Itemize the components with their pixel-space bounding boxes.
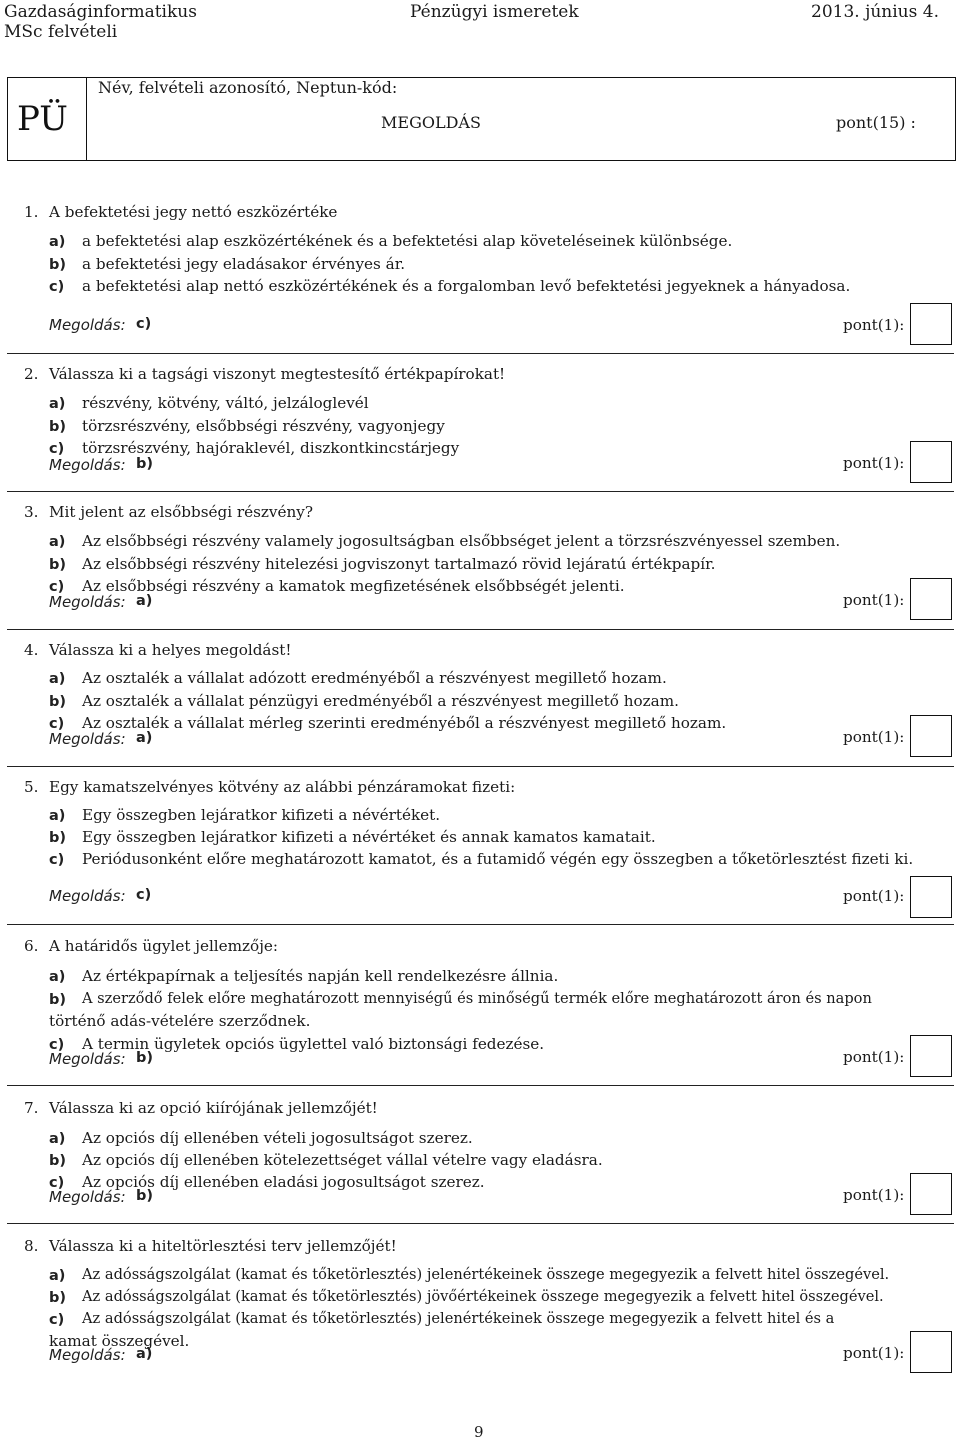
name-field-label: Név, felvételi azonosító, Neptun-kód: (98, 78, 398, 97)
question-1-option-c-text: a befektetési alap nettó eszközértékének és a forgalomban levő befektetési jegyeknek a hányadosa. (82, 277, 851, 295)
question-6-option-a-text: Az értékpapírnak a teljesítés napján kell rendelkezésre állnia. (82, 967, 559, 985)
question-3-solution-label: Megoldás: (49, 593, 126, 611)
question-2-option-a-text: részvény, kötvény, váltó, jelzáloglevél (82, 394, 369, 412)
question-1-option-a-label: a) (49, 234, 66, 250)
question-8-option-b-text: Az adósságszolgálat (kamat és tőketörlesztés) jövőértékeinek összege megegyezik a felvett hitel összegével. (82, 1288, 884, 1305)
question-4-number: 4. (24, 641, 39, 659)
name-box-divider (86, 78, 87, 160)
question-1-option-a-text: a befektetési alap eszközértékének és a befektetési alap követeléseinek különbsége. (82, 232, 733, 250)
question-1-answer: c) (136, 316, 152, 332)
question-3-number: 3. (24, 503, 39, 521)
question-1-points-box[interactable] (910, 303, 952, 345)
question-4-points-box[interactable] (910, 715, 952, 757)
header-right: 2013. június 4. (811, 2, 939, 22)
question-4-option-b-text: Az osztalék a vállalat pénzügyi eredményéből a részvényest megillető hozam. (82, 692, 679, 710)
question-6-option-a-label: a) (49, 969, 66, 985)
question-3-points-label: pont(1): (843, 591, 905, 609)
question-1-solution-label: Megoldás: (49, 316, 126, 334)
question-1-option-b-text: a befektetési jegy eladásakor érvényes ár. (82, 255, 406, 273)
question-6-option-b-label: b) (49, 992, 67, 1008)
question-8-option-a-text: Az adósságszolgálat (kamat és tőketörlesztés) jelenértékeinek összege megegyezik a felvett hitel összegével. (82, 1266, 890, 1283)
header-left-line1: Gazdaságinformatikus (4, 2, 197, 22)
question-7-points-box[interactable] (910, 1173, 952, 1215)
question-1-option-c-label: c) (49, 279, 65, 295)
name-field-value: MEGOLDÁS (381, 113, 481, 132)
subject-code: PÜ (17, 99, 68, 139)
question-6-option-b-text-line2: történő adás-vételére szerződnek. (49, 1012, 311, 1030)
question-8-option-a-label: a) (49, 1268, 66, 1284)
question-1-separator (7, 353, 954, 354)
question-6-separator (7, 1085, 954, 1086)
question-5-title: Egy kamatszelvényes kötvény az alábbi pénzáramokat fizeti: (49, 778, 516, 796)
question-5-points-box[interactable] (910, 876, 952, 918)
question-5-option-c-label: c) (49, 852, 65, 868)
question-4-option-b-label: b) (49, 694, 67, 710)
question-4-option-a-label: a) (49, 671, 66, 687)
question-6-option-b-text: A szerződő felek előre meghatározott mennyiségű és minőségű termék előre meghatározott áron és napon (82, 990, 872, 1007)
question-5-number: 5. (24, 778, 39, 796)
question-4-option-c-text: Az osztalék a vállalat mérleg szerinti eredményéből a részvényest megillető hozam. (82, 714, 727, 732)
question-7-number: 7. (24, 1099, 39, 1117)
question-4-points-label: pont(1): (843, 728, 905, 746)
question-8-option-c-label: c) (49, 1312, 65, 1328)
question-8-title: Válassza ki a hiteltörlesztési terv jellemzőjét! (49, 1237, 397, 1255)
question-1-points-label: pont(1): (843, 316, 905, 334)
question-5-solution-label: Megoldás: (49, 887, 126, 905)
question-5-option-a-text: Egy összegben lejáratkor kifizeti a névértéket. (82, 806, 441, 824)
question-2-option-b-text: törzsrészvény, elsőbbségi részvény, vagyonjegy (82, 417, 445, 435)
question-6-answer: b) (136, 1050, 154, 1066)
question-3-title: Mit jelent az elsőbbségi részvény? (49, 503, 314, 521)
question-8-option-b-label: b) (49, 1290, 67, 1306)
question-6-points-label: pont(1): (843, 1048, 905, 1066)
question-2-solution-label: Megoldás: (49, 456, 126, 474)
question-2-title: Válassza ki a tagsági viszonyt megtestesítő értékpapírokat! (49, 365, 506, 383)
question-2-points-label: pont(1): (843, 454, 905, 472)
question-6-title: A határidős ügylet jellemzője: (49, 937, 279, 955)
question-8-option-c-text-line2: kamat összegével. (49, 1332, 190, 1350)
question-7-option-c-text: Az opciós díj ellenében eladási jogosultságot szerez. (82, 1173, 485, 1191)
question-2-answer: b) (136, 456, 154, 472)
question-7-option-b-label: b) (49, 1153, 67, 1169)
question-5-option-b-text: Egy összegben lejáratkor kifizeti a névértéket és annak kamatos kamatait. (82, 828, 656, 846)
question-8-points-label: pont(1): (843, 1344, 905, 1362)
question-1-title: A befektetési jegy nettó eszközértéke (49, 203, 338, 221)
question-8-solution-label: Megoldás: (49, 1346, 126, 1364)
question-3-option-b-label: b) (49, 557, 67, 573)
question-5-separator (7, 924, 954, 925)
question-3-option-c-text: Az elsőbbségi részvény a kamatok megfizetésének elsőbbségét jelenti. (82, 577, 625, 595)
question-7-solution-label: Megoldás: (49, 1188, 126, 1206)
question-7-answer: b) (136, 1188, 154, 1204)
question-8-option-c-text: Az adósságszolgálat (kamat és tőketörlesztés) jelenértékeinek összege megegyezik a felvett hitel és a (82, 1310, 835, 1327)
question-6-number: 6. (24, 937, 39, 955)
question-3-option-a-label: a) (49, 534, 66, 550)
question-6-option-c-text: A termin ügyletek opciós ügylettel való biztonsági fedezése. (82, 1035, 545, 1053)
question-6-option-c-label: c) (49, 1037, 65, 1053)
question-7-option-a-label: a) (49, 1131, 66, 1147)
header-left-line2: MSc felvételi (4, 22, 118, 42)
question-2-separator (7, 491, 954, 492)
question-2-option-a-label: a) (49, 396, 66, 412)
question-1-number: 1. (24, 203, 39, 221)
question-3-answer: a) (136, 593, 153, 609)
question-4-answer: a) (136, 730, 153, 746)
question-5-option-b-label: b) (49, 830, 67, 846)
question-5-points-label: pont(1): (843, 887, 905, 905)
question-4-option-c-label: c) (49, 716, 65, 732)
question-7-option-c-label: c) (49, 1175, 65, 1191)
question-6-points-box[interactable] (910, 1035, 952, 1077)
question-7-points-label: pont(1): (843, 1186, 905, 1204)
question-3-points-box[interactable] (910, 578, 952, 620)
question-3-option-b-text: Az elsőbbségi részvény hitelezési jogviszonyt tartalmazó rövid lejáratú értékpapír. (82, 555, 716, 573)
question-4-title: Válassza ki a helyes megoldást! (49, 641, 292, 659)
question-3-option-c-label: c) (49, 579, 65, 595)
question-5-option-a-label: a) (49, 808, 66, 824)
question-2-option-c-label: c) (49, 441, 65, 457)
total-points-label: pont(15) : (836, 113, 916, 132)
question-2-points-box[interactable] (910, 441, 952, 483)
question-3-separator (7, 629, 954, 630)
question-7-title: Válassza ki az opció kiírójának jellemzőjét! (49, 1099, 378, 1117)
question-7-option-a-text: Az opciós díj ellenében vételi jogosultságot szerez. (82, 1129, 473, 1147)
question-5-answer: c) (136, 887, 152, 903)
header-center: Pénzügyi ismeretek (410, 2, 579, 22)
question-8-number: 8. (24, 1237, 39, 1255)
question-4-separator (7, 766, 954, 767)
question-5-option-c-text: Periódusonként előre meghatározott kamatot, és a futamidő végén egy összegben a tőketörlesztést fizeti ki. (82, 850, 914, 868)
question-3-option-a-text: Az elsőbbségi részvény valamely jogosultságban elsőbbséget jelent a törzsrészvényessel szemben. (82, 532, 841, 550)
question-4-solution-label: Megoldás: (49, 730, 126, 748)
question-2-option-b-label: b) (49, 419, 67, 435)
question-8-answer: a) (136, 1346, 153, 1362)
question-4-option-a-text: Az osztalék a vállalat adózott eredményéből a részvényest megillető hozam. (82, 669, 667, 687)
question-1-option-b-label: b) (49, 257, 67, 273)
question-7-option-b-text: Az opciós díj ellenében kötelezettséget vállal vételre vagy eladásra. (82, 1151, 603, 1169)
page-number: 9 (474, 1423, 484, 1441)
question-7-separator (7, 1223, 954, 1224)
question-2-number: 2. (24, 365, 39, 383)
question-8-points-box[interactable] (910, 1331, 952, 1373)
question-2-option-c-text: törzsrészvény, hajóraklevél, diszkontkincstárjegy (82, 439, 460, 457)
question-6-solution-label: Megoldás: (49, 1050, 126, 1068)
